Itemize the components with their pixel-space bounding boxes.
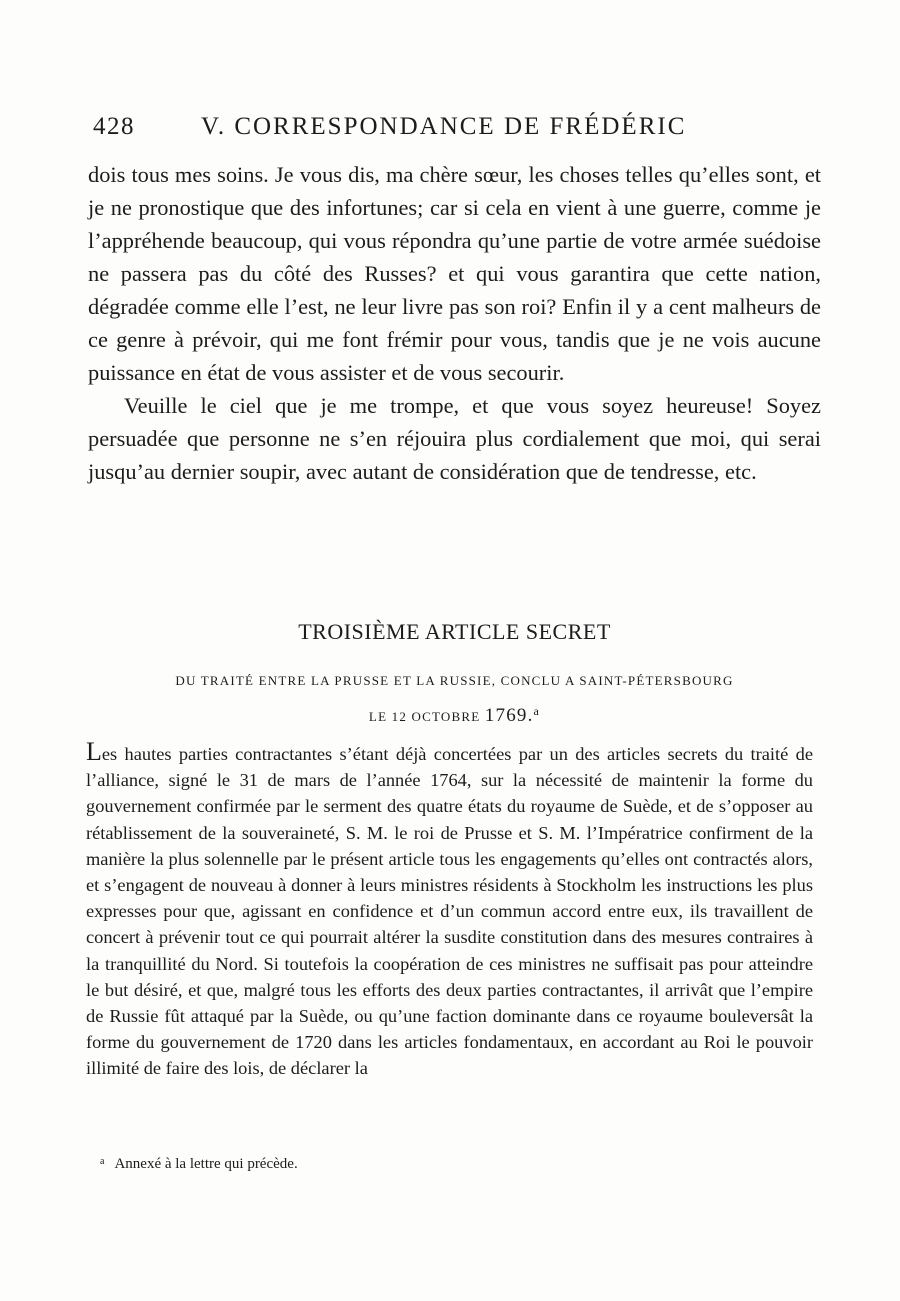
letter-paragraph-1: dois tous mes soins. Je vous dis, ma chère sœur, les choses telles qu’elles sont, et je ne pronostique que des infortunes; car si cela en vient à une guerre, comme je l’appréhende beaucoup, qui vous répondra qu’une partie de votre armée suédoise ne passera pas du côté des Russes? et qui vous garantira que cette nation, dégradée comme elle l’est, ne leur livre pas son roi? Enfin il y a cent malheurs de ce genre à prévoir, qui me font frémir pour vous, tandis que je ne vois aucune puissance en état de vous assister et de vous secourir. [88,162,821,385]
footnote-marker-bottom: a [100,1156,105,1167]
article-title: TROISIÈME ARTICLE SECRET [298,619,611,644]
letter-paragraph-2: Veuille le ciel que je me trompe, et que vous soyez heureuse! Soyez persuadée que personne ne s’en réjouira plus cordialement que moi, qui serai jusqu’au dernier soupir, avec autant de considération que de tendresse, etc. [88,393,821,484]
article-body-text: es hautes parties contractantes s’étant déjà concertées par un des articles secrets du traité de l’alliance, signé le 31 de mars de l’année 1764, sur la nécessité de maintenir la forme du gouvernement confirmée par le serment des quatre états du royaume de Suède, et de s’opposer au rétablissement de la souveraineté, S. M. le roi de Prusse et S. M. l’Impératrice confirment de la manière la plus solennelle par le présent article tous les engagements qu’elles ont contractés alors, et s’engagent de nouveau à donner à leurs ministres résidents à Stockholm les instructions les plus expresses pour que, agissant en confidence et d’un commun accord entre eux, ils travaillent de concert à prévenir tout ce qui pourrait altérer la susdite constitution dans des mesures contraires à la tranquillité du Nord. Si toutefois la coopération de ces ministres ne suffisait pas pour atteindre le but désiré, et que, malgré tous les efforts des deux parties contractantes, il arrivât que l’empire de Russie fût attaqué par la Suède, ou qu’une faction dominante dans ce royaume bouleversât la forme du gouvernement de 1720 dans les articles fondamentaux, en accordant au Roi le pouvoir illimité de faire des lois, de déclarer la [86,744,813,1079]
article-body [86,739,813,1082]
letter-text [88,158,821,488]
footnote [100,1156,298,1173]
footnote-marker: a [533,704,541,718]
footnote-text: Annexé à la lettre qui précède. [114,1156,298,1172]
page-number: 428 [93,113,135,140]
article-subtitle [88,665,821,732]
running-head [93,113,733,145]
article-initial: L [86,737,102,766]
article-year: 1769. [484,705,534,726]
article-subtitle-line-2 [88,696,821,732]
running-head-title: V. CORRESPONDANCE DE FRÉDÉRIC [201,113,687,140]
article-subtitle-line-1: DU TRAITÉ ENTRE LA PRUSSE ET LA RUSSIE, CONCLU A SAINT-PÉTERSBOURG [175,673,734,688]
article-date: LE 12 OCTOBRE [368,709,481,724]
